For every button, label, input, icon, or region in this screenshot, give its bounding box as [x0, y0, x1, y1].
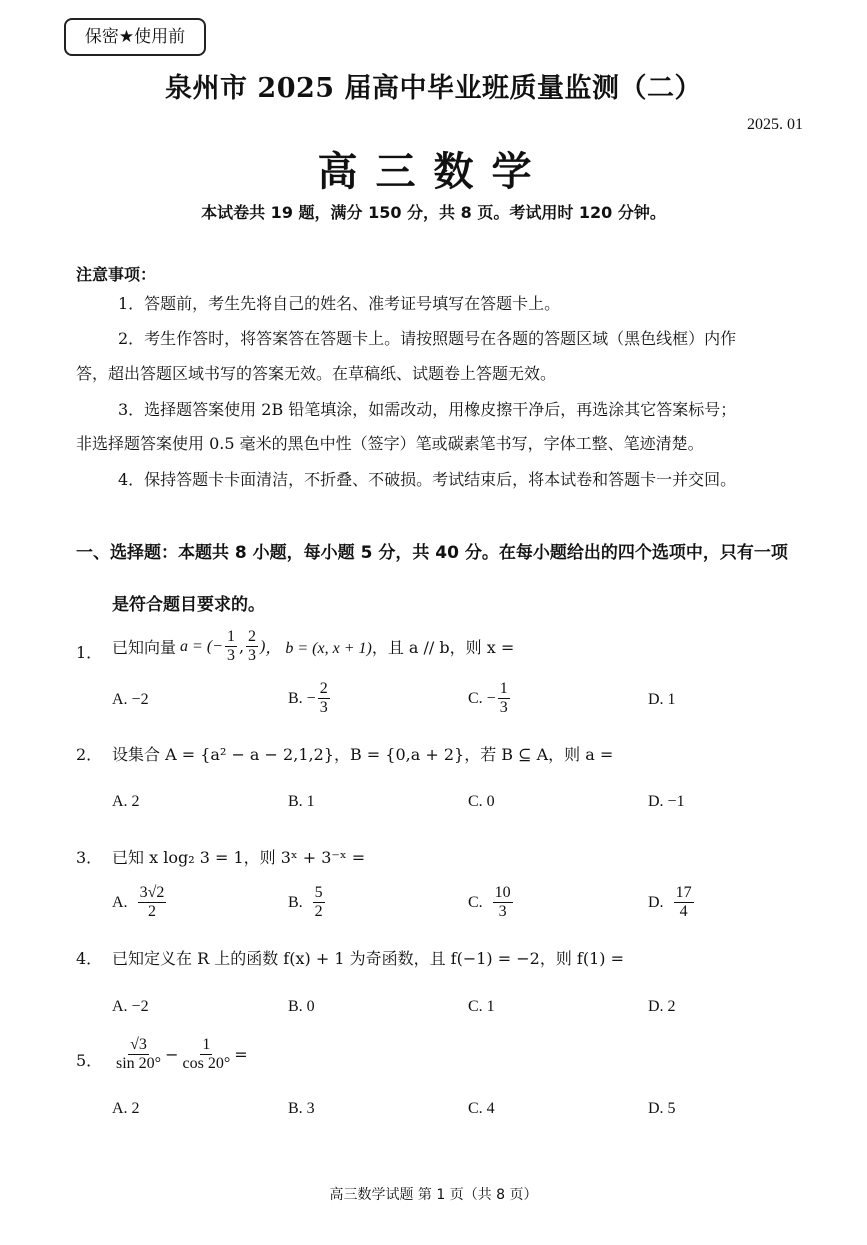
question-3-number: 3． — [76, 848, 103, 867]
notice-heading: 注意事项： — [76, 265, 157, 284]
q5-option-b: B. 3 — [288, 1100, 315, 1117]
q4-option-d: D. 2 — [648, 998, 676, 1015]
q1-a-frac-2: $\frac{2}{3}$ — [248, 628, 257, 664]
question-2-number: 2． — [76, 745, 103, 764]
q1-a-frac-1: $\frac{1}{3}$ — [226, 628, 235, 664]
q2-option-a: A. 2 — [112, 793, 140, 810]
question-3-stem: 已知 x log₂ 3 = 1，则 3ˣ + 3⁻ˣ = — [112, 848, 366, 867]
confidential-badge: 保密★使用前 — [64, 18, 206, 56]
q5-option-a: A. 2 — [112, 1100, 140, 1117]
notice-item-2: 2．考生作答时，将答案答在答题卡上。请按照题号在各题的答题区域（黑色线框）内作 — [118, 329, 737, 348]
q1-tail: ，且 a // b，则 x = — [371, 638, 515, 657]
question-1-stem: 已知向量 a = (− $\frac{1}{3}$ , $\frac{2}{3}$ ) ， b = (x, x + 1) ，且 a // b，则 x = — [112, 628, 515, 664]
q3-option-d: D. $\frac{17}{4}$ — [648, 884, 692, 920]
q3-option-c: C. $\frac{10}{3}$ — [468, 884, 511, 920]
question-4-number: 4． — [76, 949, 103, 968]
notice-item-3-cont: 非选择题答案使用 0.5 毫米的黑色中性（签字）笔或碳素笔书写，字体工整、笔迹清楚。 — [76, 434, 704, 453]
exam-info: 本试卷共 19 题，满分 150 分，共 8 页。考试用时 120 分钟。 — [201, 203, 666, 222]
q1-vector-b: ， b = (x, x + 1) — [265, 640, 372, 657]
section-heading: 一、选择题：本题共 8 小题，每小题 5 分，共 40 分。在每小题给出的四个选项中，只有一项 — [76, 543, 788, 563]
q3-option-b: B. $\frac{5}{2}$ — [288, 884, 323, 920]
exam-date: 2025. 01 — [747, 116, 803, 133]
q2-option-b: B. 1 — [288, 793, 315, 810]
q4-option-c: C. 1 — [468, 998, 495, 1015]
q5-option-d: D. 5 — [648, 1100, 676, 1117]
q5-frac-2: $\frac{1}{\cos 20^\circ}$ — [182, 1036, 231, 1072]
q2-option-d: D. −1 — [648, 793, 685, 810]
q4-option-b: B. 0 — [288, 998, 315, 1015]
page-footer: 高三数学试题 第 1 页（共 8 页） — [329, 1187, 538, 1203]
q1-option-c: C. − $\frac{1}{3}$ — [468, 680, 508, 716]
q5-option-c: C. 4 — [468, 1100, 495, 1117]
q1-stem-text: 已知向量 — [112, 638, 177, 657]
notice-item-1: 1．答题前，考生先将自己的姓名、准考证号填写在答题卡上。 — [118, 294, 561, 313]
question-1-number: 1． — [76, 643, 103, 662]
q2-option-c: C. 0 — [468, 793, 495, 810]
exam-title: 泉州市 2025 届高中毕业班质量监测（二） — [165, 73, 702, 104]
question-4-stem: 已知定义在 R 上的函数 f(x) + 1 为奇函数，且 f(−1) = −2，则 f(1) = — [112, 949, 624, 968]
q3-option-a: A. $\frac{3√2}{2}$ — [112, 884, 165, 920]
section-heading-cont: 是符合题目要求的。 — [112, 595, 265, 615]
subject-title: 高三数学 — [317, 148, 550, 195]
q1-option-d: D. 1 — [648, 691, 676, 708]
q1-option-a: A. −2 — [112, 691, 149, 708]
q4-option-a: A. −2 — [112, 998, 149, 1015]
notice-item-2-cont: 答，超出答题区域书写的答案无效。在草稿纸、试题卷上答题无效。 — [76, 364, 557, 383]
q1-option-b: B. − $\frac{2}{3}$ — [288, 680, 328, 716]
question-5-stem: $\frac{√3}{\sin 20^\circ}$ − $\frac{1}{\cos 20^\circ}$ = — [116, 1036, 248, 1072]
q5-frac-1: $\frac{√3}{\sin 20^\circ}$ — [116, 1036, 162, 1072]
notice-item-3: 3．选择题答案使用 2B 铅笔填涂，如需改动，用橡皮擦干净后，再选涂其它答案标号； — [118, 400, 737, 419]
q1-vector-a: a = (− — [180, 637, 223, 655]
question-5-number: 5． — [76, 1051, 103, 1070]
notice-item-4: 4．保持答题卡卡面清洁，不折叠、不破损。考试结束后，将本试卷和答题卡一并交回。 — [118, 470, 737, 489]
question-2-stem: 设集合 A = {a² − a − 2,1,2}，B = {0,a + 2}，若 B ⊆ A，则 a = — [112, 745, 614, 764]
